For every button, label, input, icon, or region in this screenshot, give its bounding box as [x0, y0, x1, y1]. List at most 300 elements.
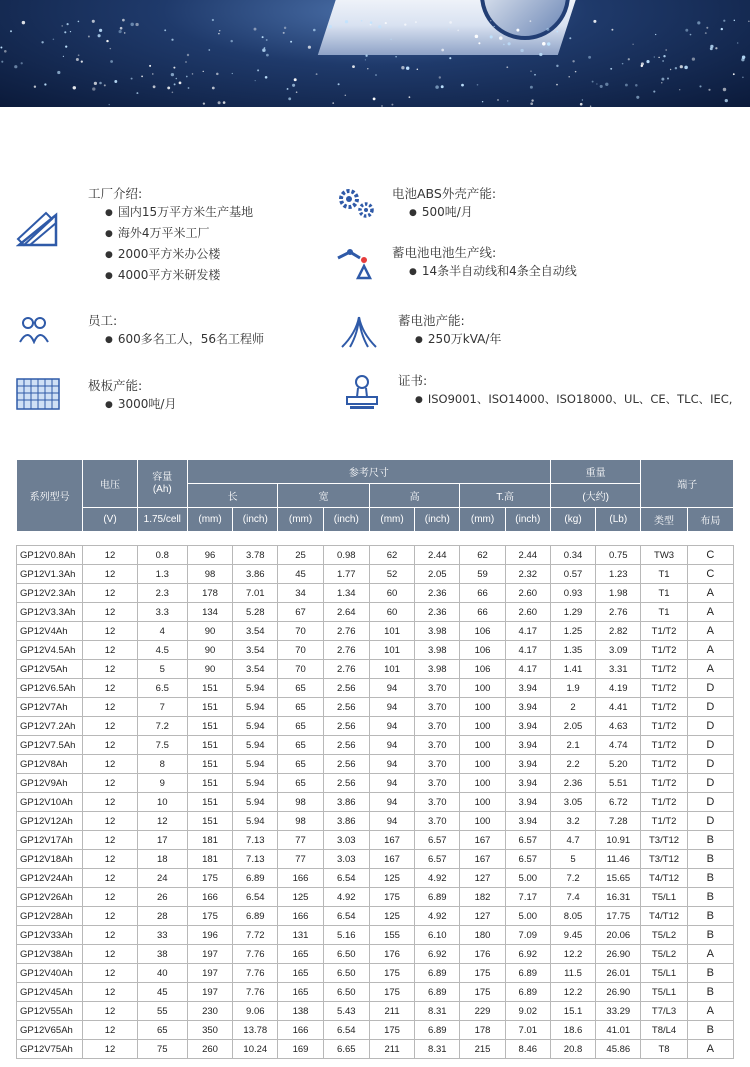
value-cell: T1 [641, 603, 687, 622]
light-dot [635, 84, 638, 87]
light-dot [699, 85, 701, 87]
light-dot [230, 40, 232, 42]
value-cell: 106 [460, 622, 505, 641]
value-cell: 197 [187, 964, 232, 983]
light-dot [569, 37, 571, 39]
layout-cell: B [687, 869, 733, 888]
unit-mm: (mm) [369, 508, 414, 532]
layout-cell: A [687, 660, 733, 679]
value-cell: 6.54 [233, 888, 278, 907]
value-cell: 6.89 [233, 869, 278, 888]
value-cell: 6.54 [323, 869, 369, 888]
value-cell: 175 [369, 888, 414, 907]
value-cell: 12 [83, 736, 137, 755]
light-dot [406, 66, 409, 69]
light-dot [622, 63, 624, 65]
value-cell: 6.72 [596, 793, 641, 812]
value-cell: 3.94 [505, 679, 550, 698]
value-cell: 4.17 [505, 622, 550, 641]
model-cell: GP12V12Ah [17, 812, 83, 831]
light-dot [697, 21, 700, 24]
layout-cell: A [687, 622, 733, 641]
capacity-info [398, 311, 501, 351]
light-dot [568, 76, 570, 78]
value-cell: 2.56 [323, 755, 369, 774]
value-cell: 12 [83, 869, 137, 888]
value-cell: 77 [278, 831, 323, 850]
model-cell: GP12V10Ah [17, 793, 83, 812]
light-dot [391, 104, 393, 106]
value-cell: 151 [187, 717, 232, 736]
value-cell: 60 [369, 603, 414, 622]
light-dot [710, 47, 713, 50]
header-capacity: 容量 (Ah) [137, 460, 187, 508]
header-width: 宽 [278, 484, 370, 508]
value-cell: 18 [137, 850, 187, 869]
value-cell: 41.01 [596, 1021, 641, 1040]
value-cell: 7.28 [596, 812, 641, 831]
header-dimensions: 参考尺寸 [187, 460, 550, 484]
value-cell: 6.50 [323, 964, 369, 983]
value-cell: 55 [137, 1002, 187, 1021]
value-cell: 65 [137, 1021, 187, 1040]
layout-cell: B [687, 1021, 733, 1040]
light-dot [65, 45, 67, 47]
light-dot [57, 71, 60, 74]
light-dot [663, 55, 665, 57]
light-dot [174, 83, 176, 85]
table-row [17, 698, 734, 717]
value-cell: 3.70 [415, 679, 460, 698]
table-row [17, 546, 734, 565]
table-spacer-row [17, 532, 734, 546]
value-cell: 100 [460, 698, 505, 717]
value-cell: 12 [83, 698, 137, 717]
model-cell: GP12V4Ah [17, 622, 83, 641]
light-dot [365, 55, 367, 57]
light-dot [653, 91, 655, 93]
value-cell: 59 [460, 565, 505, 584]
light-dot [625, 84, 628, 87]
light-dot [661, 78, 664, 81]
value-cell: 3.86 [233, 565, 278, 584]
value-cell: 3.98 [415, 622, 460, 641]
table-row [17, 869, 734, 888]
value-cell: 12 [83, 679, 137, 698]
value-cell: 12.2 [550, 983, 595, 1002]
staff-item: ● 600多名工人，56名工程师 [88, 330, 264, 351]
light-dot [572, 60, 574, 62]
capacity-item: ● 250万kVA/年 [398, 330, 501, 351]
value-cell: 0.57 [550, 565, 595, 584]
value-cell: 5.51 [596, 774, 641, 793]
value-cell: 1.9 [550, 679, 595, 698]
light-dot [22, 21, 25, 24]
value-cell: 33.29 [596, 1002, 641, 1021]
value-cell: 90 [187, 660, 232, 679]
value-cell: 3.54 [233, 641, 278, 660]
light-dot [266, 54, 269, 57]
light-dot [283, 32, 285, 34]
value-cell: 7.76 [233, 983, 278, 1002]
value-cell: 3.54 [233, 660, 278, 679]
value-cell: 1.23 [596, 565, 641, 584]
value-cell: 151 [187, 679, 232, 698]
light-dot [742, 55, 745, 58]
value-cell: 175 [460, 983, 505, 1002]
value-cell: 3.70 [415, 755, 460, 774]
value-cell: 9.45 [550, 926, 595, 945]
light-dot [506, 66, 508, 68]
light-dot [654, 56, 655, 57]
value-cell: 4.92 [415, 869, 460, 888]
model-cell: GP12V75Ah [17, 1040, 83, 1059]
value-cell: T4/T12 [641, 869, 687, 888]
value-cell: 3.09 [596, 641, 641, 660]
table-row [17, 736, 734, 755]
value-cell: 165 [278, 964, 323, 983]
light-dot [690, 34, 692, 36]
value-cell: 12 [83, 546, 137, 565]
header-approx: (大约) [550, 484, 641, 508]
value-cell: 100 [460, 812, 505, 831]
table-row [17, 831, 734, 850]
value-cell: 94 [369, 698, 414, 717]
value-cell: 2.44 [415, 546, 460, 565]
light-dot [316, 73, 318, 75]
factory-info [88, 184, 253, 287]
light-dot [114, 80, 117, 83]
light-dot [172, 92, 174, 94]
value-cell: 1.25 [550, 622, 595, 641]
table-row [17, 812, 734, 831]
value-cell: 138 [278, 1002, 323, 1021]
model-cell: GP12V38Ah [17, 945, 83, 964]
light-dot [592, 81, 594, 83]
light-dot [646, 60, 649, 63]
light-dot [185, 61, 186, 62]
light-dot [493, 26, 494, 27]
table-row [17, 755, 734, 774]
light-dot [723, 20, 725, 22]
value-cell: 12 [83, 1040, 137, 1059]
model-cell: GP12V1.3Ah [17, 565, 83, 584]
value-cell: 3.70 [415, 717, 460, 736]
value-cell: 12 [83, 812, 137, 831]
value-cell: 12 [83, 565, 137, 584]
value-cell: 1.41 [550, 660, 595, 679]
layout-cell: B [687, 907, 733, 926]
value-cell: 151 [187, 774, 232, 793]
abs-title: 电池ABS外壳产能: [392, 186, 497, 201]
table-row [17, 964, 734, 983]
value-cell: 7.13 [233, 831, 278, 850]
value-cell: 3.98 [415, 660, 460, 679]
value-cell: 12 [83, 850, 137, 869]
value-cell: 106 [460, 641, 505, 660]
gears-icon [336, 186, 376, 220]
value-cell: 2.36 [415, 584, 460, 603]
light-dot [531, 99, 533, 101]
light-dot [539, 53, 542, 56]
model-cell: GP12V6.5Ah [17, 679, 83, 698]
plate-title: 极板产能: [88, 378, 143, 393]
value-cell: 52 [369, 565, 414, 584]
value-cell: 101 [369, 622, 414, 641]
value-cell: 28 [137, 907, 187, 926]
value-cell: 33 [137, 926, 187, 945]
layout-cell: A [687, 1002, 733, 1021]
value-cell: 4.92 [323, 888, 369, 907]
model-cell: GP12V2.3Ah [17, 584, 83, 603]
light-dot [449, 57, 451, 59]
value-cell: 4.63 [596, 717, 641, 736]
table-row [17, 888, 734, 907]
value-cell: 45.86 [596, 1040, 641, 1059]
value-cell: 2.44 [505, 546, 550, 565]
ruler-triangle-icon [16, 209, 62, 249]
value-cell: 7.76 [233, 945, 278, 964]
value-cell: 7.72 [233, 926, 278, 945]
value-cell: 12 [83, 584, 137, 603]
value-cell: T1/T2 [641, 660, 687, 679]
light-dot [542, 42, 546, 46]
value-cell: 230 [187, 1002, 232, 1021]
value-cell: 12 [83, 964, 137, 983]
value-cell: 2.76 [596, 603, 641, 622]
light-dot [186, 76, 188, 78]
value-cell: 62 [460, 546, 505, 565]
value-cell: 94 [369, 736, 414, 755]
light-dot [212, 19, 214, 21]
value-cell: T1/T2 [641, 679, 687, 698]
value-cell: 100 [460, 774, 505, 793]
value-cell: 166 [278, 869, 323, 888]
value-cell: 12 [83, 1002, 137, 1021]
spacer-cell [17, 532, 734, 546]
value-cell: 9.02 [505, 1002, 550, 1021]
cert-info [398, 371, 732, 411]
light-dot [721, 28, 723, 30]
model-cell: GP12V4.5Ah [17, 641, 83, 660]
value-cell: 70 [278, 641, 323, 660]
value-cell: 100 [460, 736, 505, 755]
value-cell: 12 [83, 774, 137, 793]
layout-cell: A [687, 945, 733, 964]
value-cell: 8.31 [415, 1002, 460, 1021]
light-dot [266, 39, 268, 41]
value-cell: 2.56 [323, 679, 369, 698]
light-dot [218, 33, 220, 35]
light-dot [81, 61, 83, 63]
value-cell: 215 [460, 1040, 505, 1059]
value-cell: 65 [278, 679, 323, 698]
value-cell: 2.56 [323, 717, 369, 736]
light-dot [99, 29, 102, 32]
value-cell: T1/T2 [641, 717, 687, 736]
value-cell: 12 [83, 660, 137, 679]
light-dot [223, 101, 226, 104]
value-cell: 3.05 [550, 793, 595, 812]
light-dot [219, 30, 220, 31]
value-cell: 65 [278, 755, 323, 774]
light-dot [361, 20, 363, 22]
light-dot [188, 87, 190, 89]
light-dot [520, 49, 523, 52]
value-cell: 131 [278, 926, 323, 945]
value-cell: 6.54 [323, 1021, 369, 1040]
light-dot [61, 25, 63, 27]
table-row [17, 926, 734, 945]
value-cell: 7.17 [505, 888, 550, 907]
value-cell: 4.7 [550, 831, 595, 850]
value-cell: 60 [369, 584, 414, 603]
value-cell: 127 [460, 907, 505, 926]
value-cell: 17.75 [596, 907, 641, 926]
light-dot [723, 88, 726, 91]
value-cell: 4.5 [137, 641, 187, 660]
light-dot [508, 42, 511, 45]
value-cell: 2.3 [137, 584, 187, 603]
light-dot [679, 89, 680, 90]
value-cell: T1/T2 [641, 736, 687, 755]
layout-cell: D [687, 679, 733, 698]
value-cell: 4.17 [505, 660, 550, 679]
value-cell: 151 [187, 736, 232, 755]
value-cell: 2.76 [323, 660, 369, 679]
value-cell: 8.31 [415, 1040, 460, 1059]
value-cell: 8.46 [505, 1040, 550, 1059]
table-row [17, 565, 734, 584]
value-cell: 3.2 [550, 812, 595, 831]
light-dot [733, 73, 735, 75]
light-dot [457, 30, 459, 32]
value-cell: 7.13 [233, 850, 278, 869]
value-cell: 3.78 [233, 546, 278, 565]
value-cell: 45 [137, 983, 187, 1002]
value-cell: 2.2 [550, 755, 595, 774]
model-cell: GP12V17Ah [17, 831, 83, 850]
light-dot [661, 82, 662, 83]
light-dots [0, 0, 750, 107]
light-dot [53, 39, 55, 41]
value-cell: 7.2 [550, 869, 595, 888]
value-cell: 67 [278, 603, 323, 622]
value-cell: 12 [83, 717, 137, 736]
light-dot [684, 66, 688, 70]
value-cell: 181 [187, 831, 232, 850]
light-dot [477, 84, 479, 86]
value-cell: 166 [187, 888, 232, 907]
value-cell: 10 [137, 793, 187, 812]
value-cell: 180 [460, 926, 505, 945]
value-cell: 94 [369, 679, 414, 698]
value-cell: T1/T2 [641, 641, 687, 660]
light-dot [152, 73, 153, 74]
value-cell: 101 [369, 641, 414, 660]
value-cell: 10.91 [596, 831, 641, 850]
light-dot [164, 29, 166, 31]
light-dot [482, 101, 483, 102]
light-dot [110, 48, 111, 49]
model-cell: GP12V9Ah [17, 774, 83, 793]
light-dot [670, 69, 671, 70]
light-dot [104, 84, 106, 86]
value-cell: 90 [187, 641, 232, 660]
value-cell: 5.94 [233, 698, 278, 717]
value-cell: 6.89 [415, 1021, 460, 1040]
value-cell: 2.1 [550, 736, 595, 755]
light-dot [381, 105, 382, 106]
light-dot [64, 31, 66, 33]
value-cell: T3/T12 [641, 850, 687, 869]
light-dot [439, 76, 441, 78]
plate-item: ● 3000吨/月 [88, 395, 176, 416]
value-cell: 94 [369, 717, 414, 736]
stamp-icon [344, 373, 380, 411]
value-cell: 165 [278, 983, 323, 1002]
value-cell: 3.94 [505, 793, 550, 812]
value-cell: 176 [460, 945, 505, 964]
light-dot [373, 97, 376, 100]
value-cell: 6.57 [505, 831, 550, 850]
value-cell: 40 [137, 964, 187, 983]
value-cell: 5.94 [233, 774, 278, 793]
light-dot [530, 71, 531, 72]
value-cell: 15.65 [596, 869, 641, 888]
unit-layout: 布局 [687, 508, 733, 532]
value-cell: 12 [83, 831, 137, 850]
table-row [17, 774, 734, 793]
value-cell: 66 [460, 603, 505, 622]
light-dot [257, 69, 259, 71]
value-cell: 151 [187, 755, 232, 774]
layout-cell: B [687, 964, 733, 983]
light-dot [122, 19, 125, 22]
value-cell: 2.76 [323, 641, 369, 660]
light-dot [106, 40, 108, 42]
light-dot [216, 73, 219, 76]
value-cell: 3.94 [505, 755, 550, 774]
value-cell: 100 [460, 793, 505, 812]
light-dot [88, 36, 90, 38]
line-info [392, 243, 577, 283]
value-cell: 12 [83, 983, 137, 1002]
light-dot [171, 39, 173, 41]
line-item: ● 14条半自动线和4条全自动线 [392, 262, 577, 283]
value-cell: 6.50 [323, 983, 369, 1002]
battery-spec-table [16, 459, 734, 1059]
header-height: 高 [369, 484, 460, 508]
table-row [17, 850, 734, 869]
light-dot [109, 104, 110, 105]
value-cell: 13.78 [233, 1021, 278, 1040]
cert-item: ● ISO9001、ISO14000、ISO18000、UL、CE、TLC、IEC, [398, 390, 732, 411]
value-cell: 6.57 [415, 850, 460, 869]
value-cell: 18.6 [550, 1021, 595, 1040]
layout-cell: C [687, 565, 733, 584]
value-cell: 38 [137, 945, 187, 964]
value-cell: 94 [369, 774, 414, 793]
value-cell: 125 [369, 869, 414, 888]
light-dot [367, 68, 368, 69]
light-dot [21, 62, 23, 64]
light-dot [546, 28, 549, 31]
value-cell: 7.4 [550, 888, 595, 907]
light-dot [262, 36, 264, 38]
value-cell: 24 [137, 869, 187, 888]
light-dot [345, 20, 348, 23]
